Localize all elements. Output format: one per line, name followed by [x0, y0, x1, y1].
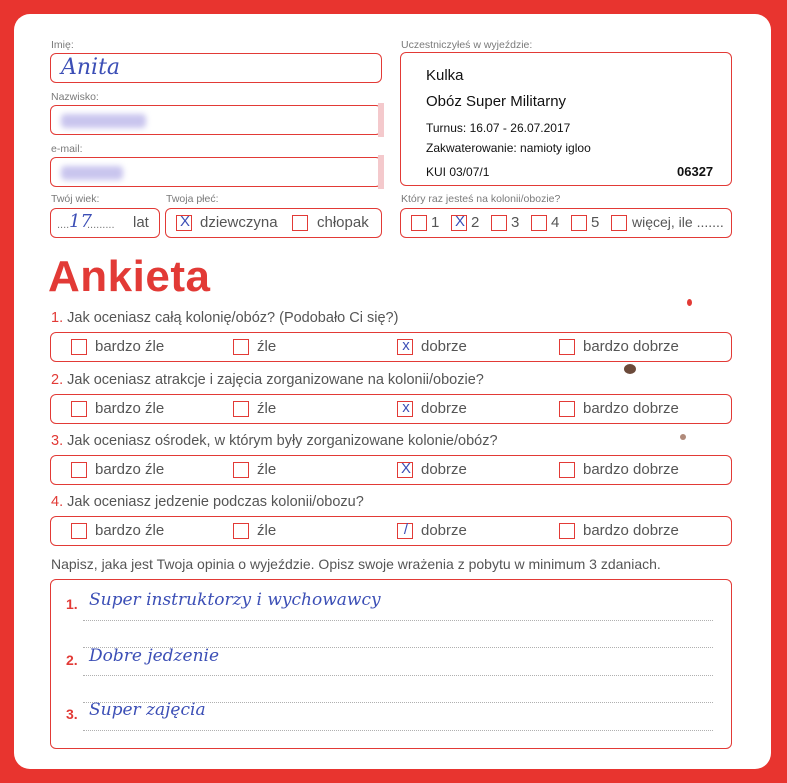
- stain: [624, 364, 636, 374]
- q2-opt2-label: źle: [257, 400, 277, 417]
- times-5-label: 5: [591, 214, 600, 231]
- question-3-text: Jak oceniasz ośrodek, w którym były zorganizowane kolonie/obóz?: [67, 433, 498, 449]
- camp-turnus: Turnus: 16.07 - 26.07.2017: [426, 121, 571, 135]
- q4-opt3-label: dobrze: [421, 522, 467, 539]
- redacted-email: [61, 166, 123, 180]
- q4-opt4-checkbox[interactable]: [559, 523, 575, 539]
- question-2: [51, 372, 484, 388]
- q1-opt3-label: dobrze: [421, 338, 467, 355]
- question-3-number: 3.: [51, 433, 64, 449]
- email-label: e-mail:: [51, 143, 83, 155]
- q3-opt2-checkbox[interactable]: [233, 462, 249, 478]
- times-field: [400, 208, 732, 238]
- survey-sheet: [14, 14, 771, 769]
- opinion-2-text: Dobre jedzenie: [89, 646, 220, 666]
- q1-opt3-mark: x: [402, 337, 410, 354]
- opinion-2-number: 2.: [66, 652, 78, 668]
- imie-label: Imię:: [51, 39, 74, 51]
- q4-opt1-label: bardzo źle: [95, 522, 165, 539]
- nazwisko-label: Nazwisko:: [51, 91, 99, 103]
- wiek-dots-right: .........: [87, 219, 115, 231]
- question-3: [51, 433, 498, 449]
- q2-opt1-label: bardzo źle: [95, 400, 165, 417]
- question-4-number: 4.: [51, 494, 64, 510]
- q3-opt1-label: bardzo źle: [95, 461, 165, 478]
- question-1: [51, 310, 398, 326]
- times-4-checkbox[interactable]: [531, 215, 547, 231]
- q4-opt3-mark: /: [403, 521, 409, 538]
- camp-name: Kulka: [426, 67, 464, 84]
- q1-opt2-checkbox[interactable]: [233, 339, 249, 355]
- gender-male-label: chłopak: [317, 214, 369, 231]
- plec-field: [165, 208, 382, 238]
- times-2-label: 2: [471, 214, 480, 231]
- q2-opt2-checkbox[interactable]: [233, 401, 249, 417]
- opinion-line: [83, 620, 713, 621]
- q3-opt2-label: źle: [257, 461, 277, 478]
- camp-code: KUI 03/07/1: [426, 165, 490, 179]
- camp-id: 06327: [677, 164, 714, 179]
- q2-opt4-checkbox[interactable]: [559, 401, 575, 417]
- gender-male-checkbox[interactable]: [292, 215, 308, 231]
- times-more-label: więcej, ile .......: [632, 214, 724, 230]
- times-1-label: 1: [431, 214, 440, 231]
- times-2-checkbox[interactable]: [451, 215, 467, 231]
- question-3-options: [50, 455, 732, 485]
- opinion-line: [83, 730, 713, 731]
- question-4: [51, 494, 364, 510]
- q4-opt2-checkbox[interactable]: [233, 523, 249, 539]
- opinion-3-number: 3.: [66, 706, 78, 722]
- email-field[interactable]: [50, 157, 382, 187]
- q2-opt3-checkbox[interactable]: [397, 401, 413, 417]
- q1-opt1-checkbox[interactable]: [71, 339, 87, 355]
- question-2-number: 2.: [51, 372, 64, 388]
- q3-opt3-label: dobrze: [421, 461, 467, 478]
- q3-opt3-mark: X: [400, 460, 411, 477]
- redaction-edge: [378, 155, 384, 189]
- q2-opt3-mark: x: [402, 399, 410, 416]
- camp-accommodation: Zakwaterowanie: namioty igloo: [426, 141, 591, 155]
- uczestniczysz-label: Uczestniczyłeś w wyjeździe:: [401, 39, 533, 51]
- question-1-number: 1.: [51, 310, 64, 326]
- times-1-checkbox[interactable]: [411, 215, 427, 231]
- q4-opt1-checkbox[interactable]: [71, 523, 87, 539]
- imie-field[interactable]: [50, 53, 382, 83]
- camp-title: Obóz Super Militarny: [426, 93, 567, 110]
- opinion-box[interactable]: [50, 579, 732, 749]
- gender-female-label: dziewczyna: [200, 214, 278, 231]
- q1-opt1-label: bardzo źle: [95, 338, 165, 355]
- question-4-options: [50, 516, 732, 546]
- opinion-3-text: Super zajęcia: [89, 700, 206, 720]
- gender-female-checkbox[interactable]: [176, 215, 192, 231]
- q2-opt3-label: dobrze: [421, 400, 467, 417]
- imie-value: Anita: [61, 55, 121, 80]
- gender-female-mark: X: [179, 213, 190, 230]
- wiek-dots-left: ....: [57, 219, 70, 231]
- opinion-1-text: Super instruktorzy i wychowawcy: [89, 590, 381, 610]
- q1-opt4-label: bardzo dobrze: [583, 338, 679, 355]
- wiek-label: Twój wiek:: [51, 193, 100, 205]
- q1-opt2-label: źle: [257, 338, 277, 355]
- opinion-prompt: Napisz, jaka jest Twoja opinia o wyjeździe. Opisz swoje wrażenia z pobytu w minimum 3 zdaniach.: [51, 556, 661, 572]
- survey-title: Ankieta: [48, 252, 211, 301]
- q3-opt4-label: bardzo dobrze: [583, 461, 679, 478]
- times-3-checkbox[interactable]: [491, 215, 507, 231]
- times-3-label: 3: [511, 214, 520, 231]
- q4-opt4-label: bardzo dobrze: [583, 522, 679, 539]
- redacted-surname: [61, 114, 146, 128]
- times-4-label: 4: [551, 214, 560, 231]
- q1-opt3-checkbox[interactable]: [397, 339, 413, 355]
- stain: [687, 299, 692, 306]
- wiek-value: 17: [69, 211, 92, 232]
- q4-opt2-label: źle: [257, 522, 277, 539]
- opinion-line: [83, 675, 713, 676]
- q2-opt1-checkbox[interactable]: [71, 401, 87, 417]
- stain: [680, 434, 686, 440]
- times-5-checkbox[interactable]: [571, 215, 587, 231]
- redaction-edge: [378, 103, 384, 137]
- q1-opt4-checkbox[interactable]: [559, 339, 575, 355]
- opinion-1-number: 1.: [66, 596, 78, 612]
- times-more-checkbox[interactable]: [611, 215, 627, 231]
- wiek-field[interactable]: [50, 208, 160, 238]
- q4-opt3-checkbox[interactable]: [397, 523, 413, 539]
- q3-opt1-checkbox[interactable]: [71, 462, 87, 478]
- question-2-options: [50, 394, 732, 424]
- camp-info-box: [400, 52, 732, 186]
- question-4-text: Jak oceniasz jedzenie podczas kolonii/obozu?: [67, 494, 364, 510]
- lat-label: lat: [133, 214, 149, 231]
- q3-opt4-checkbox[interactable]: [559, 462, 575, 478]
- q2-opt4-label: bardzo dobrze: [583, 400, 679, 417]
- question-1-options: [50, 332, 732, 362]
- question-2-text: Jak oceniasz atrakcje i zajęcia zorganizowane na kolonii/obozie?: [67, 372, 484, 388]
- nazwisko-field[interactable]: [50, 105, 382, 135]
- question-1-text: Jak oceniasz całą kolonię/obóz? (Podobało Ci się?): [67, 310, 399, 326]
- times-2-mark: X: [454, 213, 465, 230]
- plec-label: Twoja płeć:: [166, 193, 219, 205]
- ktory-raz-label: Który raz jesteś na kolonii/obozie?: [401, 193, 561, 205]
- q3-opt3-checkbox[interactable]: [397, 462, 413, 478]
